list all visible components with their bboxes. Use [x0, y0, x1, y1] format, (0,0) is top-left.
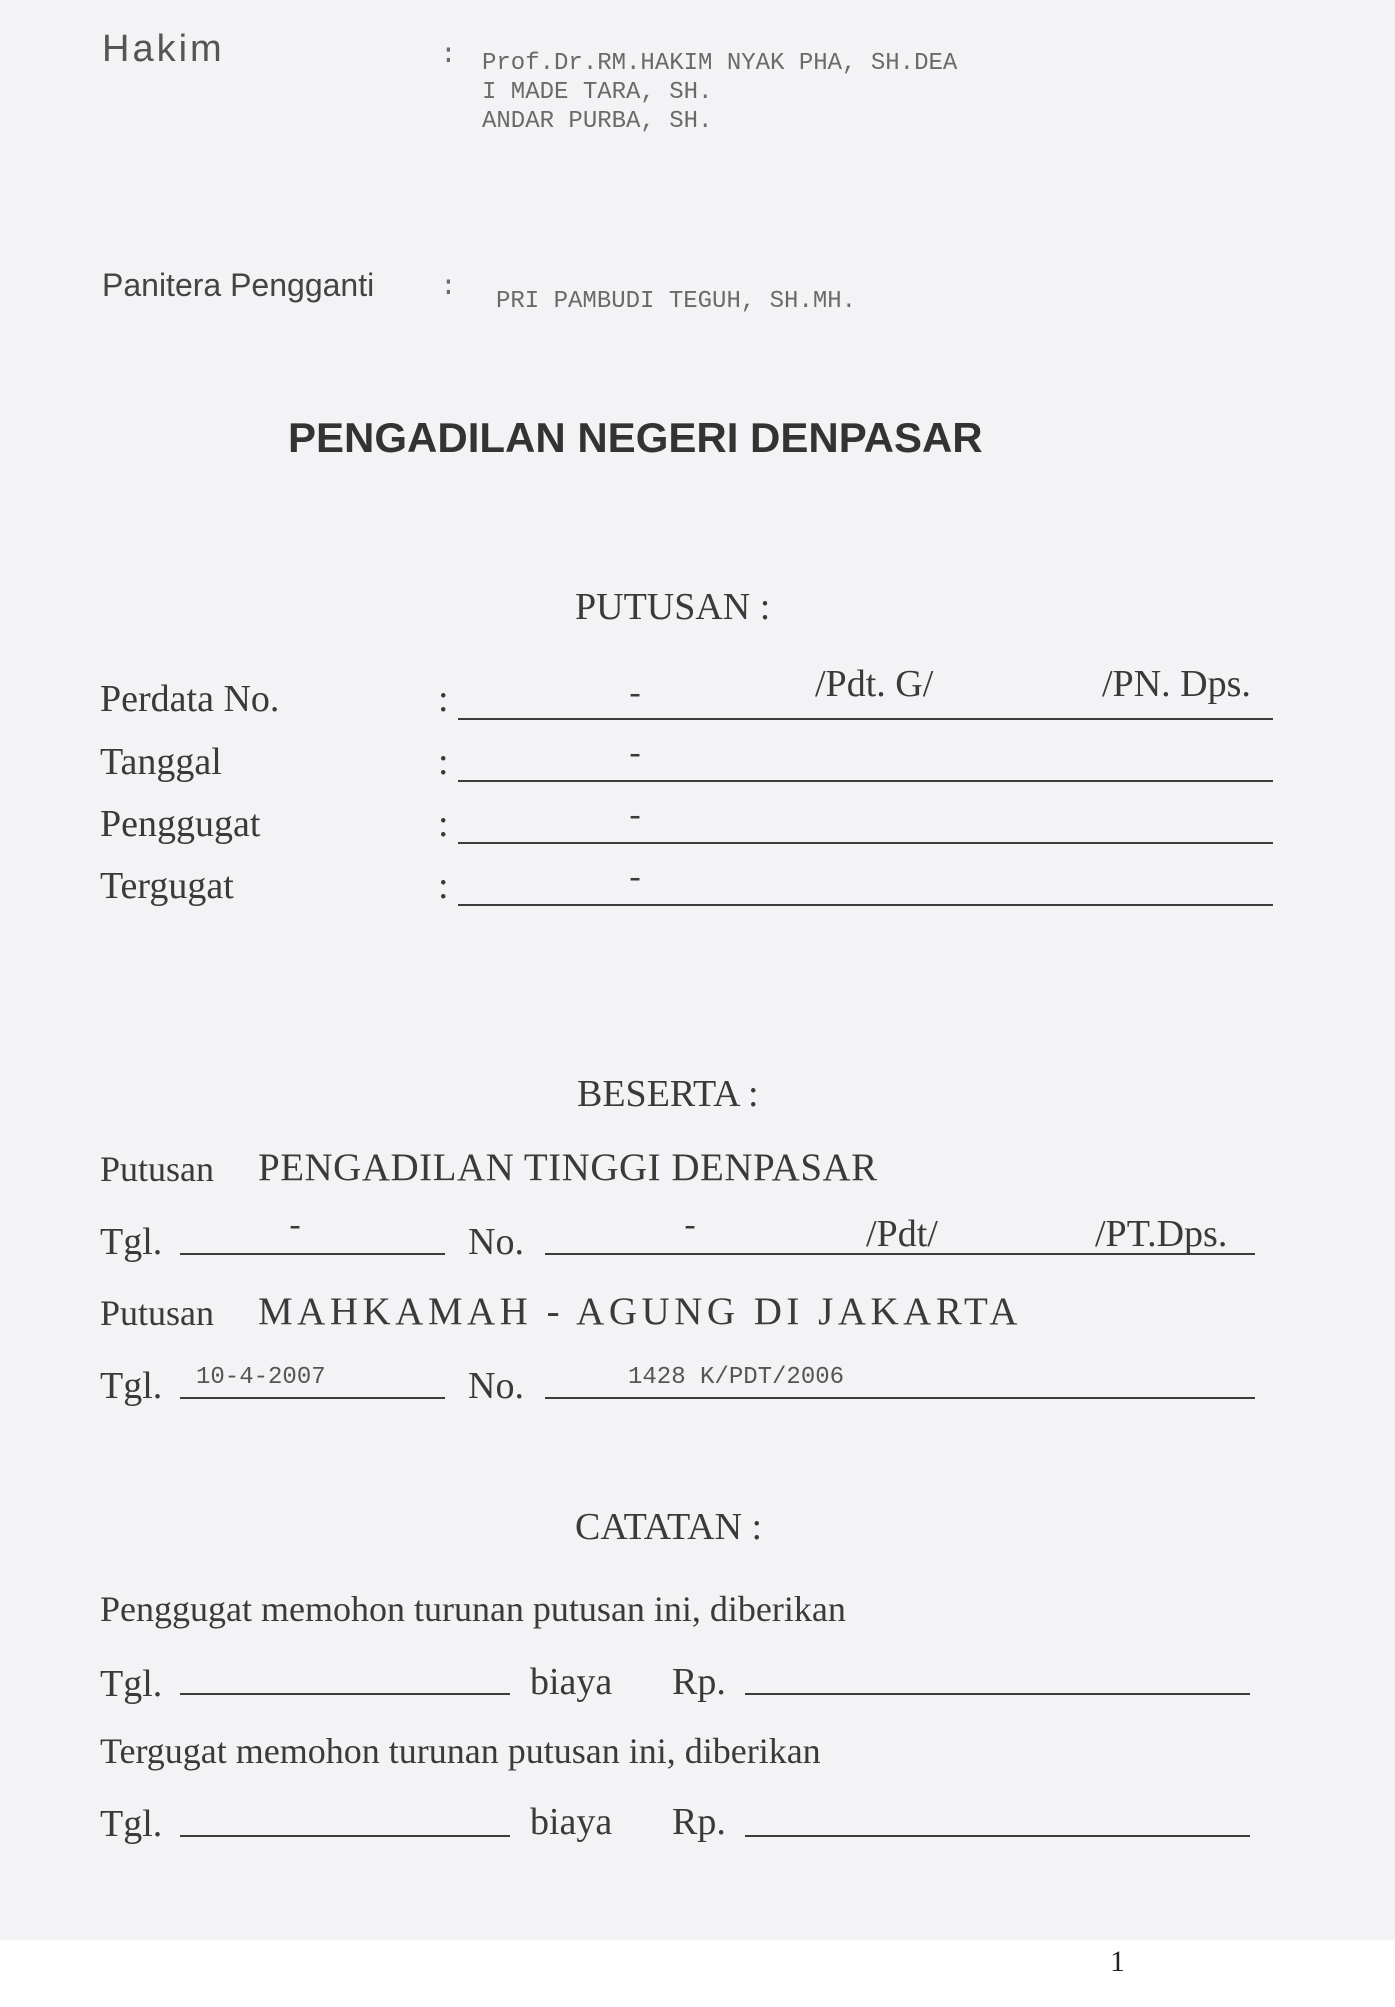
ma-court: MAHKAMAH - AGUNG DI JAKARTA: [258, 1290, 1022, 1333]
ma-no-line: [545, 1397, 1255, 1399]
tergugat-rp-line: [745, 1835, 1250, 1837]
penggugat-tgl-line: [180, 1693, 510, 1695]
penggugat-value: -: [629, 796, 641, 833]
pt-no-label: No.: [468, 1221, 524, 1263]
pt-tgl-value: -: [289, 1206, 301, 1243]
ma-prefix: Putusan: [100, 1293, 215, 1333]
judge-3: ANDAR PURBA, SH.: [482, 108, 713, 135]
penggugat-label: Penggugat: [100, 803, 261, 845]
tergugat-tgl-label: Tgl.: [100, 1803, 163, 1845]
perdata-label: Perdata No.: [100, 678, 280, 720]
catatan-heading: CATATAN :: [575, 1506, 763, 1548]
pt-court: PENGADILAN TINGGI DENPASAR: [258, 1146, 878, 1189]
perdata-suffix-pn: /PN. Dps.: [1102, 663, 1251, 705]
panitera-colon: :: [440, 272, 457, 303]
pt-prefix: Putusan: [100, 1149, 215, 1189]
hakim-colon: :: [440, 40, 457, 71]
page-number: 1: [1110, 1945, 1125, 1978]
ma-no-value: 1428 K/PDT/2006: [628, 1364, 845, 1391]
beserta-heading: BESERTA :: [577, 1073, 759, 1115]
judge-2: I MADE TARA, SH.: [482, 79, 713, 106]
pt-tgl-line: [180, 1253, 445, 1255]
tanggal-line: [458, 780, 1273, 782]
penggugat-rp-label: Rp.: [672, 1661, 726, 1703]
penggugat-tgl-label: Tgl.: [100, 1663, 163, 1705]
pt-suffix-ptdps: /PT.Dps.: [1095, 1213, 1228, 1255]
penggugat-request-text: Penggugat memohon turunan putusan ini, diberikan: [100, 1589, 846, 1629]
ma-tgl-value: 10-4-2007: [196, 1364, 326, 1391]
perdata-colon: :: [438, 678, 449, 720]
pt-suffix-pdt: /Pdt/: [866, 1213, 938, 1255]
panitera-value: PRI PAMBUDI TEGUH, SH.MH.: [496, 288, 857, 315]
ma-tgl-line: [180, 1397, 445, 1399]
tergugat-biaya-label: biaya: [530, 1801, 613, 1843]
tergugat-value: -: [629, 858, 641, 895]
perdata-value: -: [629, 674, 641, 711]
tanggal-label: Tanggal: [100, 741, 222, 783]
pt-no-value: -: [684, 1206, 696, 1243]
putusan-heading: PUTUSAN :: [575, 586, 771, 628]
hakim-label: Hakim: [102, 28, 225, 70]
pt-tgl-label: Tgl.: [100, 1221, 163, 1263]
tanggal-value: -: [629, 734, 641, 771]
penggugat-colon: :: [438, 803, 449, 845]
penggugat-rp-line: [745, 1693, 1250, 1695]
perdata-line: [458, 718, 1273, 720]
ma-no-label: No.: [468, 1365, 524, 1407]
tergugat-label: Tergugat: [100, 865, 234, 907]
penggugat-line: [458, 842, 1273, 844]
penggugat-biaya-label: biaya: [530, 1661, 613, 1703]
judge-1: Prof.Dr.RM.HAKIM NYAK PHA, SH.DEA: [482, 50, 958, 77]
tergugat-tgl-line: [180, 1835, 510, 1837]
tanggal-colon: :: [438, 741, 449, 783]
ma-tgl-label: Tgl.: [100, 1365, 163, 1407]
panitera-label: Panitera Pengganti: [102, 267, 375, 303]
tergugat-rp-label: Rp.: [672, 1801, 726, 1843]
tergugat-line: [458, 904, 1273, 906]
tergugat-colon: :: [438, 865, 449, 907]
tergugat-request-text: Tergugat memohon turunan putusan ini, diberikan: [100, 1731, 821, 1771]
court-title: PENGADILAN NEGERI DENPASAR: [288, 414, 983, 461]
perdata-suffix-pdt: /Pdt. G/: [815, 663, 934, 705]
